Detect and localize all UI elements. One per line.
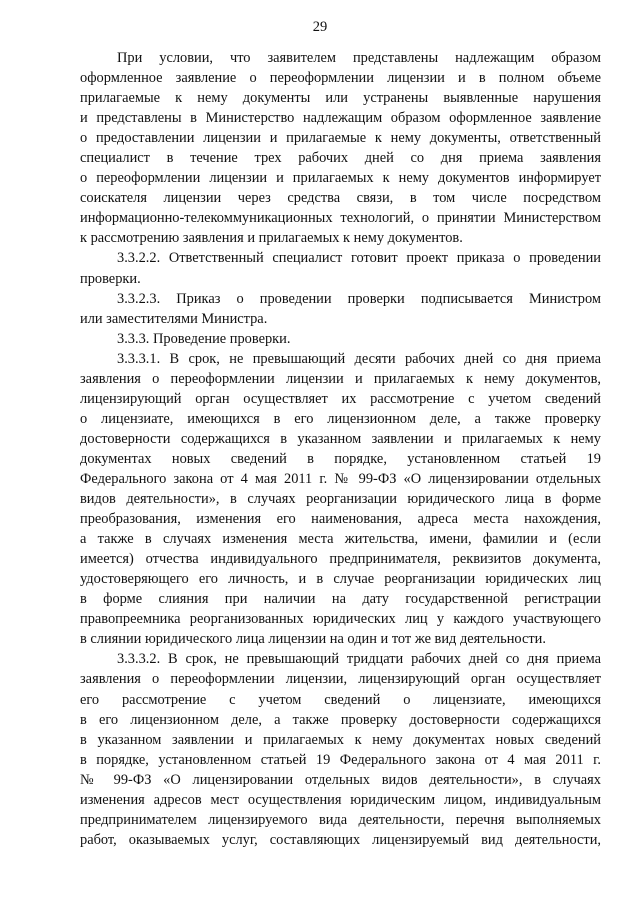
text-line: преобразования, изменения его наименования, адреса места нахождения, (80, 511, 601, 528)
text-line: в указанном заявлении и прилагаемых к нему документах новых сведений (80, 731, 601, 748)
text-line: предпринимателем лицензируемого вида деятельности, перечня выполняемых (80, 811, 601, 828)
document-body (80, 48, 601, 850)
text-line: достоверности содержащихся в указанном заявлении и прилагаемых к нему (80, 430, 601, 447)
text-line: изменения адресов мест осуществления юридическим лицом, индивидуальным (80, 791, 601, 808)
text-line: 3.3.3.1. В срок, не превышающий десяти рабочих дней со дня приема (117, 350, 601, 367)
text-line: информационно-телекоммуникационных технологий, о принятии Министерством (80, 210, 601, 227)
text-line: в форме слияния при наличии на дату государственной регистрации (80, 591, 601, 608)
paragraph-p5 (80, 349, 601, 650)
text-line: 3.3.3. Проведение проверки. (117, 330, 291, 347)
text-line: видов деятельности», в случаях реорганизации юридического лица в форме (80, 491, 601, 508)
text-line: о лицензиате, имеющихся в его лицензионном деле, а также проверку (80, 410, 601, 427)
text-line: 3.3.3.2. В срок, не превышающий тридцати рабочих дней со дня приема (117, 651, 601, 668)
text-line: соискателя лицензии через средства связи, в том числе посредством (80, 190, 601, 207)
text-line: имеется) отчества индивидуального предпринимателя, реквизитов документа, (80, 551, 601, 568)
text-line: к рассмотрению заявления и прилагаемых к нему документов. (80, 230, 463, 247)
text-line: специалист в течение трех рабочих дней со дня приема заявления (80, 150, 601, 167)
page-number: 29 (312, 19, 328, 35)
paragraph-p6 (80, 649, 601, 849)
text-line: заявления о переоформлении лицензии и прилагаемых к нему документов, (80, 370, 601, 387)
text-line: документах новых сведений в порядке, установленном статьей 19 (80, 450, 601, 467)
text-line: 3.3.2.3. Приказ о проведении проверки подписывается Министром (117, 290, 601, 307)
text-line: работ, оказываемых услуг, составляющих лицензируемый вид деятельности, (80, 831, 601, 848)
text-line: оформленное заявление о переоформлении лицензии и в полном объеме (80, 70, 601, 87)
text-line: заявления о переоформлении лицензии, лицензирующий орган осуществляет (80, 671, 601, 688)
text-line: а также в случаях изменения места жительства, имени, фамилии и (если (80, 531, 601, 548)
paragraph-p4 (80, 329, 601, 349)
text-line: о переоформлении лицензии и прилагаемых к нему документов информирует (80, 170, 601, 187)
text-line: в слиянии юридического лица лицензии на один и тот же вид деятельности. (80, 631, 546, 648)
text-line: 3.3.2.2. Ответственный специалист готовит проект приказа о проведении (117, 250, 601, 267)
text-line: удостоверяющего его личность, и в случае реорганизации юридических лиц (80, 571, 601, 588)
text-line: его рассмотрение с учетом сведений о лицензиате, имеющихся (80, 691, 601, 708)
text-line: о предоставлении лицензии и прилагаемые к нему документы, ответственный (80, 130, 601, 147)
text-line: правопреемника реорганизованных юридических лиц у каждого участвующего (80, 611, 601, 628)
text-line: № 99-ФЗ «О лицензировании отдельных видов деятельности», в случаях (80, 771, 601, 788)
text-line: лицензирующий орган осуществляет их рассмотрение с учетом сведений (80, 390, 601, 407)
text-line: и представлены в Министерство надлежащим образом оформленное заявление (80, 110, 601, 127)
text-line: в порядке, установленном статьей 19 Федерального закона от 4 мая 2011 г. (80, 751, 601, 768)
text-line: Федерального закона от 4 мая 2011 г. № 99-ФЗ «О лицензировании отдельных (80, 470, 601, 487)
paragraph-p2 (80, 248, 601, 288)
text-line: При условии, что заявителем представлены надлежащим образом (117, 50, 601, 66)
text-line: или заместителями Министра. (80, 310, 268, 327)
text-line: в его лицензионном деле, а также проверку достоверности содержащихся (80, 711, 601, 728)
paragraph-p1 (80, 48, 601, 248)
text-line: прилагаемые к нему документы или устранены выявленные нарушения (80, 90, 601, 107)
paragraph-p3 (80, 289, 601, 329)
text-line: проверки. (80, 270, 141, 287)
